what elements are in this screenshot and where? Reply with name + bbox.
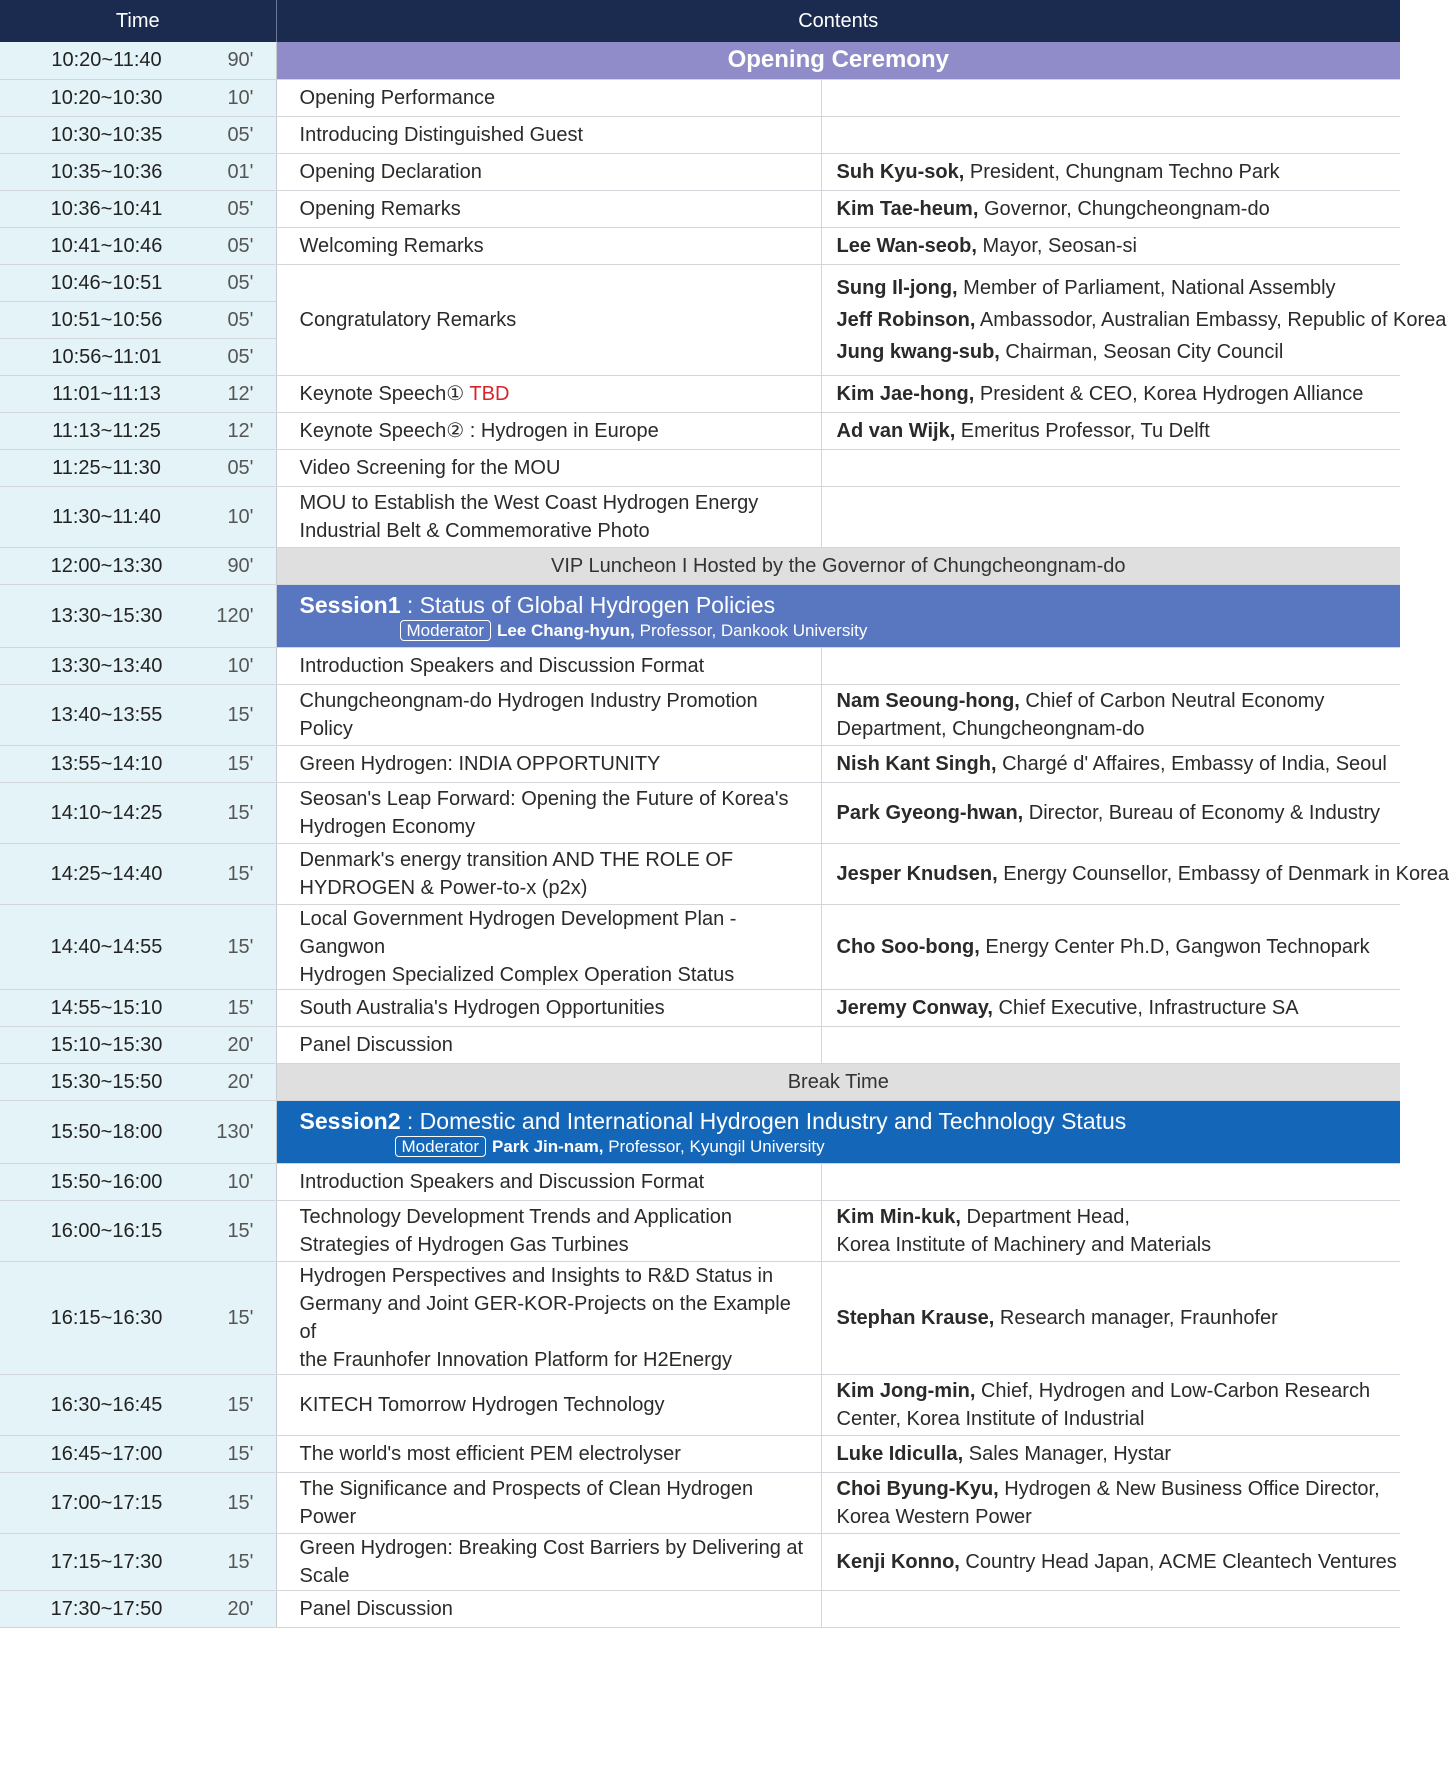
table-row — [0, 782, 1400, 843]
session-title-cell — [276, 843, 821, 904]
time-cell: 10:36~10:41 — [0, 190, 203, 227]
speaker-cell — [821, 116, 1400, 153]
title-line: Local Government Hydrogen Development Plan - Gangwon — [299, 907, 737, 958]
moderator-role: Professor, Kyungil University — [603, 1136, 825, 1156]
speaker-role: Country Head Japan, ACME Cleantech Ventures — [959, 1550, 1397, 1573]
speaker-line — [837, 1475, 1397, 1503]
title-text: Opening Remarks — [299, 197, 461, 220]
speaker-role: Director, Bureau of Economy & Industry — [1023, 801, 1381, 824]
opening-ceremony-band: Opening Ceremony — [276, 42, 1400, 79]
moderator-name: Lee Chang-hyun, — [497, 620, 635, 640]
title-line: Hydrogen Perspectives and Insights to R&D Status in — [299, 1264, 774, 1287]
time-column-header: Time — [0, 0, 276, 42]
speaker-line — [837, 272, 1397, 304]
duration-cell: 90' — [203, 547, 276, 584]
time-cell: 13:30~15:30 — [0, 584, 203, 647]
speaker-role-continued: Department, Chungcheongnam-do — [836, 717, 1145, 740]
time-cell: 10:20~11:40 — [0, 42, 203, 79]
table-row — [0, 647, 1400, 684]
duration-cell: 05' — [203, 338, 276, 375]
title-line: Hydrogen Economy — [299, 815, 476, 838]
table-row — [0, 116, 1400, 153]
speaker-name: Nam Seoung-hong, — [836, 689, 1020, 712]
title-line: MOU to Establish the West Coast Hydrogen Energy — [299, 491, 759, 514]
speaker-name: Sung Il-jong, — [836, 276, 958, 299]
speaker-cell — [821, 1163, 1400, 1200]
duration-cell: 15' — [203, 782, 276, 843]
speaker-cell — [821, 745, 1400, 782]
time-cell: 14:25~14:40 — [0, 843, 203, 904]
duration-cell: 10' — [203, 647, 276, 684]
time-cell: 15:50~16:00 — [0, 1163, 203, 1200]
session-title-cell — [276, 1472, 821, 1533]
duration-cell: 15' — [203, 745, 276, 782]
session-title-cell — [276, 79, 821, 116]
time-cell: 14:40~14:55 — [0, 904, 203, 989]
speaker-role: Member of Parliament, National Assembly — [957, 276, 1336, 299]
table-row — [0, 264, 1400, 301]
duration-cell: 05' — [203, 449, 276, 486]
speaker-role-continued: Center, Korea Institute of Industrial — [836, 1407, 1145, 1430]
table-row — [0, 989, 1400, 1026]
session-title-cell: Congratulatory Remarks — [276, 264, 821, 375]
speaker-name: Jung kwang-sub, — [836, 340, 1000, 363]
title-text: Green Hydrogen: INDIA OPPORTUNITY — [299, 752, 661, 775]
session2-title — [300, 1106, 1401, 1136]
speaker-name: Suh Kyu-sok, — [836, 160, 965, 183]
table-row — [0, 449, 1400, 486]
session-title-cell — [276, 1590, 821, 1627]
duration-cell: 20' — [203, 1063, 276, 1100]
table-row — [0, 1026, 1400, 1063]
duration-cell: 15' — [203, 1435, 276, 1472]
speaker-role: Governor, Chungcheongnam-do — [978, 197, 1270, 220]
speaker-role: Energy Center Ph.D, Gangwon Technopark — [979, 935, 1370, 958]
table-row — [0, 1100, 1400, 1163]
title-text: Video Screening for the MOU — [299, 456, 561, 479]
duration-cell: 20' — [203, 1026, 276, 1063]
speaker-name: Jeremy Conway, — [836, 996, 993, 1019]
table-row — [0, 1200, 1400, 1261]
time-cell: 16:00~16:15 — [0, 1200, 203, 1261]
session-title-cell — [276, 1435, 821, 1472]
session-topic: : Domestic and International Hydrogen Industry and Technology Status — [400, 1107, 1127, 1134]
speaker-cell — [821, 375, 1400, 412]
moderator-badge: Moderator — [395, 1136, 486, 1157]
speaker-cell — [821, 190, 1400, 227]
title-text: The world's most efficient PEM electrolyser — [299, 1442, 681, 1465]
speaker-role: Hydrogen & New Business Office Director, — [998, 1477, 1380, 1500]
duration-cell: 01' — [203, 153, 276, 190]
speaker-cell — [821, 227, 1400, 264]
time-cell: 11:25~11:30 — [0, 449, 203, 486]
speaker-cell — [821, 153, 1400, 190]
speaker-role: Chief, Hydrogen and Low-Carbon Research — [975, 1379, 1371, 1402]
speaker-name: Jesper Knudsen, — [836, 862, 998, 885]
duration-cell: 15' — [203, 1472, 276, 1533]
duration-cell: 120' — [203, 584, 276, 647]
moderator-role: Professor, Dankook University — [634, 620, 868, 640]
duration-cell: 05' — [203, 190, 276, 227]
time-cell: 13:55~14:10 — [0, 745, 203, 782]
session-title-cell — [276, 116, 821, 153]
speaker-cell — [821, 684, 1400, 745]
duration-cell: 15' — [203, 989, 276, 1026]
duration-cell: 05' — [203, 116, 276, 153]
break-band: VIP Luncheon I Hosted by the Governor of Chungcheongnam-do — [276, 547, 1400, 584]
session-label: Session1 — [299, 591, 401, 618]
duration-cell: 05' — [203, 264, 276, 301]
session-title-cell — [276, 904, 821, 989]
speaker-name: Choi Byung-Kyu, — [836, 1477, 999, 1500]
duration-cell: 90' — [203, 42, 276, 79]
table-row — [0, 1163, 1400, 1200]
time-cell: 13:30~13:40 — [0, 647, 203, 684]
title-line: Technology Development Trends and Application — [299, 1205, 733, 1228]
session-title-cell — [276, 375, 821, 412]
speaker-role-continued: Korea Institute of Machinery and Materials — [836, 1233, 1212, 1256]
speaker-name: Stephan Krause, — [836, 1306, 995, 1329]
duration-cell: 15' — [203, 1374, 276, 1435]
header-row — [0, 0, 1400, 42]
speaker-role: President, Chungnam Techno Park — [964, 160, 1280, 183]
tbd-tag: TBD — [469, 382, 510, 405]
speaker-role: Ambassodor, Australian Embassy, Republic of Korea — [975, 308, 1447, 331]
time-cell: 12:00~13:30 — [0, 547, 203, 584]
table-row — [0, 412, 1400, 449]
duration-cell: 15' — [203, 843, 276, 904]
table-row — [0, 79, 1400, 116]
time-cell: 10:41~10:46 — [0, 227, 203, 264]
time-cell: 16:30~16:45 — [0, 1374, 203, 1435]
speaker-cell — [821, 1435, 1400, 1472]
table-row — [0, 904, 1400, 989]
title-text: The Significance and Prospects of Clean Hydrogen Power — [299, 1477, 754, 1528]
duration-cell: 15' — [203, 1261, 276, 1374]
session-title-cell — [276, 782, 821, 843]
duration-cell: 12' — [203, 375, 276, 412]
title-text: Keynote Speech① — [299, 382, 470, 405]
duration-cell: 10' — [203, 79, 276, 116]
title-text: Panel Discussion — [299, 1033, 453, 1056]
table-row — [0, 1374, 1400, 1435]
speaker-role: Chairman, Seosan City Council — [999, 340, 1284, 363]
time-cell: 11:30~11:40 — [0, 486, 203, 547]
title-text: KITECH Tomorrow Hydrogen Technology — [299, 1393, 665, 1416]
title-line: Industrial Belt & Commemorative Photo — [299, 519, 650, 542]
duration-cell: 15' — [203, 1200, 276, 1261]
speaker-name: Luke Idiculla, — [836, 1442, 964, 1465]
time-cell: 11:13~11:25 — [0, 412, 203, 449]
table-row — [0, 745, 1400, 782]
schedule-body — [0, 42, 1449, 1627]
title-line: Denmark's energy transition AND THE ROLE OF — [299, 848, 734, 871]
session-title-cell — [276, 989, 821, 1026]
session-title-cell — [276, 1200, 821, 1261]
session-title-cell — [276, 1261, 821, 1374]
time-cell: 10:46~10:51 — [0, 264, 203, 301]
speaker-name: Kim Min-kuk, — [836, 1205, 961, 1228]
speaker-name: Kim Jong-min, — [836, 1379, 976, 1402]
speaker-cell — [821, 989, 1400, 1026]
time-cell: 15:50~18:00 — [0, 1100, 203, 1163]
speaker-role: Mayor, Seosan-si — [976, 234, 1137, 257]
session-topic: : Status of Global Hydrogen Policies — [400, 591, 776, 618]
speaker-role: President & CEO, Korea Hydrogen Alliance — [974, 382, 1364, 405]
time-cell: 17:30~17:50 — [0, 1590, 203, 1627]
title-text: Welcoming Remarks — [299, 234, 484, 257]
speaker-role: Energy Counsellor, Embassy of Denmark in Korea — [997, 862, 1449, 885]
title-text: Opening Declaration — [299, 160, 482, 183]
duration-cell: 15' — [203, 904, 276, 989]
speaker-cell — [821, 79, 1400, 116]
moderator-line — [300, 620, 1401, 642]
speaker-cell — [821, 264, 1447, 375]
session-title-cell — [276, 1026, 821, 1063]
speaker-role: Sales Manager, Hystar — [963, 1442, 1172, 1465]
time-cell: 16:45~17:00 — [0, 1435, 203, 1472]
session-title-cell — [276, 1533, 821, 1590]
title-text: Panel Discussion — [299, 1597, 453, 1620]
speaker-name: Park Gyeong-hwan, — [836, 801, 1024, 824]
duration-cell: 05' — [203, 227, 276, 264]
speaker-name: Lee Wan-seob, — [836, 234, 977, 257]
speaker-name: Cho Soo-bong, — [836, 935, 980, 958]
duration-cell: 05' — [203, 301, 276, 338]
speaker-cell — [821, 486, 1400, 547]
title-line: the Fraunhofer Innovation Platform for H2Energy — [299, 1348, 732, 1371]
speaker-cell — [821, 1590, 1400, 1627]
moderator-name: Park Jin-nam, — [492, 1136, 604, 1156]
session-title-cell — [276, 153, 821, 190]
speaker-line — [836, 304, 1447, 336]
speaker-cell — [821, 843, 1449, 904]
session-title-cell — [276, 745, 821, 782]
speaker-cell — [821, 449, 1400, 486]
duration-cell: 15' — [203, 1533, 276, 1590]
speaker-line — [837, 1203, 1397, 1231]
speaker-role: Department Head, — [960, 1205, 1130, 1228]
title-text: Introduction Speakers and Discussion Format — [299, 1170, 705, 1193]
session1-band — [276, 584, 1400, 647]
speaker-cell — [821, 1374, 1400, 1435]
speaker-line — [837, 687, 1397, 715]
speaker-cell — [821, 647, 1400, 684]
table-row — [0, 190, 1400, 227]
time-cell: 13:40~13:55 — [0, 684, 203, 745]
moderator-badge: Moderator — [400, 620, 491, 641]
speaker-cell — [821, 1026, 1400, 1063]
speaker-role: Research manager, Fraunhofer — [994, 1306, 1278, 1329]
table-row — [0, 42, 1400, 79]
session-label: Session2 — [299, 1107, 401, 1134]
table-row — [0, 1063, 1400, 1100]
title-line: Hydrogen Specialized Complex Operation Status — [299, 963, 735, 986]
duration-cell: 10' — [203, 486, 276, 547]
time-cell: 11:01~11:13 — [0, 375, 203, 412]
speaker-role-continued: Korea Western Power — [836, 1505, 1032, 1528]
title-line: Germany and Joint GER-KOR-Projects on the Example of — [299, 1292, 791, 1343]
session-title-cell — [276, 647, 821, 684]
speaker-name: Kenji Konno, — [836, 1550, 960, 1573]
session-title-cell — [276, 449, 821, 486]
table-row — [0, 153, 1400, 190]
speaker-line — [837, 1377, 1397, 1405]
speaker-cell — [821, 1472, 1400, 1533]
speaker-name: Ad van Wijk, — [836, 419, 956, 442]
title-text: Keynote Speech② : Hydrogen in Europe — [299, 419, 659, 442]
duration-cell: 12' — [203, 412, 276, 449]
time-cell: 10:51~10:56 — [0, 301, 203, 338]
duration-cell: 10' — [203, 1163, 276, 1200]
session-title-cell — [276, 486, 821, 547]
title-line: Seosan's Leap Forward: Opening the Future of Korea's — [299, 787, 789, 810]
time-cell: 15:10~15:30 — [0, 1026, 203, 1063]
moderator-line — [300, 1136, 1401, 1158]
speaker-name: Kim Tae-heum, — [836, 197, 979, 220]
time-cell: 10:20~10:30 — [0, 79, 203, 116]
time-cell: 10:30~10:35 — [0, 116, 203, 153]
time-cell: 16:15~16:30 — [0, 1261, 203, 1374]
title-text: Green Hydrogen: Breaking Cost Barriers by Delivering at Scale — [299, 1536, 804, 1587]
duration-cell: 15' — [203, 684, 276, 745]
table-row — [0, 486, 1400, 547]
session-title-cell — [276, 1163, 821, 1200]
title-text: South Australia's Hydrogen Opportunities — [299, 996, 665, 1019]
speaker-name: Nish Kant Singh, — [836, 752, 997, 775]
time-cell: 10:56~11:01 — [0, 338, 203, 375]
time-cell: 14:10~14:25 — [0, 782, 203, 843]
time-cell: 15:30~15:50 — [0, 1063, 203, 1100]
duration-cell: 20' — [203, 1590, 276, 1627]
speaker-cell — [821, 412, 1400, 449]
title-text: Chungcheongnam-do Hydrogen Industry Promotion Policy — [299, 689, 758, 740]
title-text: Opening Performance — [299, 86, 496, 109]
session1-title — [300, 590, 1401, 620]
session2-band — [276, 1100, 1400, 1163]
table-row — [0, 1590, 1400, 1627]
table-row — [0, 584, 1400, 647]
speaker-cell — [821, 904, 1400, 989]
break-band: Break Time — [276, 1063, 1400, 1100]
table-row — [0, 1435, 1400, 1472]
speaker-cell — [821, 1261, 1400, 1374]
title-line: Strategies of Hydrogen Gas Turbines — [299, 1233, 629, 1256]
session-title-cell — [276, 684, 821, 745]
speaker-role: Chief Executive, Infrastructure SA — [992, 996, 1299, 1019]
speaker-cell — [821, 782, 1400, 843]
title-text: Introducing Distinguished Guest — [299, 123, 584, 146]
time-cell: 10:35~10:36 — [0, 153, 203, 190]
speaker-role: Emeritus Professor, Tu Delft — [955, 419, 1210, 442]
speaker-role: Chief of Carbon Neutral Economy — [1019, 689, 1325, 712]
table-row — [0, 547, 1400, 584]
speaker-cell — [821, 1200, 1400, 1261]
time-cell: 17:00~17:15 — [0, 1472, 203, 1533]
session-title-cell — [276, 1374, 821, 1435]
title-text: Introduction Speakers and Discussion Format — [299, 654, 705, 677]
session-title-cell — [276, 227, 821, 264]
speaker-line — [837, 336, 1397, 368]
session-title-cell — [276, 190, 821, 227]
speaker-name: Kim Jae-hong, — [836, 382, 975, 405]
time-cell: 14:55~15:10 — [0, 989, 203, 1026]
speaker-role: Chargé d' Affaires, Embassy of India, Seoul — [996, 752, 1387, 775]
speaker-cell — [821, 1533, 1400, 1590]
speaker-name: Jeff Robinson, — [836, 308, 976, 331]
table-row — [0, 227, 1400, 264]
table-row — [0, 1261, 1400, 1374]
session-title-cell — [276, 412, 821, 449]
contents-column-header: Contents — [276, 0, 1400, 42]
table-row — [0, 375, 1400, 412]
table-row — [0, 1472, 1400, 1533]
table-row — [0, 1533, 1400, 1590]
duration-cell: 130' — [203, 1100, 276, 1163]
table-row — [0, 843, 1400, 904]
table-row — [0, 684, 1400, 745]
title-line: HYDROGEN & Power-to-x (p2x) — [299, 876, 588, 899]
time-cell: 17:15~17:30 — [0, 1533, 203, 1590]
